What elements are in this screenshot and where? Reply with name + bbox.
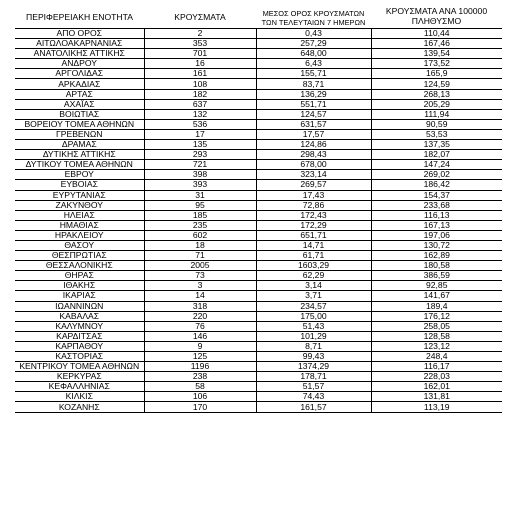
cases-cell: 602 xyxy=(144,230,256,240)
avg-7day-cell: 8,71 xyxy=(256,341,371,351)
cases-per-100k-cell: 90,59 xyxy=(371,119,502,129)
cases-cell: 220 xyxy=(144,311,256,321)
avg-7day-cell: 178,71 xyxy=(256,372,371,382)
avg-7day-cell: 175,00 xyxy=(256,311,371,321)
cases-per-100k-cell: 124,59 xyxy=(371,79,502,89)
avg-7day-cell: 51,57 xyxy=(256,382,371,392)
avg-7day-cell: 0,43 xyxy=(256,29,371,39)
cases-cell: 721 xyxy=(144,160,256,170)
region-cell: ΙΩΑΝΝΙΝΩΝ xyxy=(15,301,144,311)
table-row xyxy=(15,210,502,220)
cases-cell: 637 xyxy=(144,99,256,109)
cases-cell: 318 xyxy=(144,301,256,311)
avg-7day-cell: 161,57 xyxy=(256,402,371,412)
avg-7day-cell: 3,71 xyxy=(256,291,371,301)
cases-per-100k-cell: 173,52 xyxy=(371,59,502,69)
avg-7day-cell: 323,14 xyxy=(256,170,371,180)
table-row xyxy=(15,352,502,362)
table-row xyxy=(15,251,502,261)
avg-7day-cell: 648,00 xyxy=(256,49,371,59)
header-per100k-line1: ΚΡΟΥΣΜΑΤΑ ΑΝΑ 100000 xyxy=(385,6,488,16)
cases-per-100k-cell: 116,17 xyxy=(371,362,502,372)
avg-7day-cell: 17,57 xyxy=(256,129,371,139)
avg-7day-cell: 1603,29 xyxy=(256,261,371,271)
header-row xyxy=(15,6,502,29)
table-body xyxy=(15,29,502,413)
region-cell: ΑΡΚΑΔΙΑΣ xyxy=(15,79,144,89)
avg-7day-cell: 678,00 xyxy=(256,160,371,170)
avg-7day-cell: 74,43 xyxy=(256,392,371,402)
cases-cell: 353 xyxy=(144,39,256,49)
table-row xyxy=(15,372,502,382)
cases-per-100k-cell: 269,02 xyxy=(371,170,502,180)
table-row xyxy=(15,301,502,311)
avg-7day-cell: 124,57 xyxy=(256,109,371,119)
avg-7day-cell: 62,29 xyxy=(256,271,371,281)
cases-per-100k-cell: 205,29 xyxy=(371,99,502,109)
avg-7day-cell: 14,71 xyxy=(256,240,371,250)
table-row xyxy=(15,261,502,271)
cases-table xyxy=(15,6,502,413)
region-cell: ΑΡΤΑΣ xyxy=(15,89,144,99)
avg-7day-cell: 257,29 xyxy=(256,39,371,49)
region-cell: ΕΒΡΟΥ xyxy=(15,170,144,180)
table-header xyxy=(15,6,502,29)
table-row xyxy=(15,402,502,412)
table-row xyxy=(15,170,502,180)
cases-per-100k-cell: 128,58 xyxy=(371,331,502,341)
cases-cell: 135 xyxy=(144,140,256,150)
cases-cell: 132 xyxy=(144,109,256,119)
region-cell: ΑΠΟ ΟΡΟΣ xyxy=(15,29,144,39)
region-cell: ΒΟΡΕΙΟΥ ΤΟΜΕΑ ΑΘΗΝΩΝ xyxy=(15,119,144,129)
table-row xyxy=(15,220,502,230)
cases-cell: 1196 xyxy=(144,362,256,372)
cases-per-100k-cell: 154,37 xyxy=(371,190,502,200)
cases-cell: 293 xyxy=(144,150,256,160)
avg-7day-cell: 101,29 xyxy=(256,331,371,341)
region-cell: ΑΝΔΡΟΥ xyxy=(15,59,144,69)
table-row xyxy=(15,39,502,49)
cases-per-100k-cell: 180,58 xyxy=(371,261,502,271)
table-row xyxy=(15,271,502,281)
table-row xyxy=(15,99,502,109)
cases-cell: 393 xyxy=(144,180,256,190)
cases-cell: 3 xyxy=(144,281,256,291)
avg-7day-cell: 631,57 xyxy=(256,119,371,129)
avg-7day-cell: 136,29 xyxy=(256,89,371,99)
cases-per-100k-cell: 162,89 xyxy=(371,251,502,261)
avg-7day-cell: 61,71 xyxy=(256,251,371,261)
table-row xyxy=(15,160,502,170)
cases-cell: 76 xyxy=(144,321,256,331)
region-cell: ΘΗΡΑΣ xyxy=(15,271,144,281)
table-row xyxy=(15,140,502,150)
cases-cell: 71 xyxy=(144,251,256,261)
region-cell: ΑΙΤΩΛΟΑΚΑΡΝΑΝΙΑΣ xyxy=(15,39,144,49)
cases-per-100k-cell: 189,4 xyxy=(371,301,502,311)
cases-per-100k-cell: 258,05 xyxy=(371,321,502,331)
cases-cell: 170 xyxy=(144,402,256,412)
region-cell: ΘΑΣΟΥ xyxy=(15,240,144,250)
table-row xyxy=(15,331,502,341)
cases-cell: 235 xyxy=(144,220,256,230)
avg-7day-cell: 298,43 xyxy=(256,150,371,160)
region-cell: ΑΝΑΤΟΛΙΚΗΣ ΑΤΤΙΚΗΣ xyxy=(15,49,144,59)
region-cell: ΗΡΑΚΛΕΙΟΥ xyxy=(15,230,144,240)
cases-cell: 14 xyxy=(144,291,256,301)
region-cell: ΗΛΕΙΑΣ xyxy=(15,210,144,220)
table-row xyxy=(15,240,502,250)
cases-cell: 73 xyxy=(144,271,256,281)
cases-per-100k-cell: 111,94 xyxy=(371,109,502,119)
table-row xyxy=(15,69,502,79)
region-cell: ΘΕΣΠΡΩΤΙΑΣ xyxy=(15,251,144,261)
header-avg-line1: ΜΕΣΟΣ ΟΡΟΣ ΚΡΟΥΣΜΑΤΩΝ xyxy=(262,9,365,18)
cases-cell: 536 xyxy=(144,119,256,129)
table-row xyxy=(15,79,502,89)
header-cases: ΚΡΟΥΣΜΑΤΑ xyxy=(144,6,256,29)
cases-per-100k-cell: 139,54 xyxy=(371,49,502,59)
avg-7day-cell: 124,86 xyxy=(256,140,371,150)
region-cell: ΚΕΦΑΛΛΗΝΙΑΣ xyxy=(15,382,144,392)
avg-7day-cell: 72,86 xyxy=(256,200,371,210)
region-cell: ΚΕΡΚΥΡΑΣ xyxy=(15,372,144,382)
cases-cell: 161 xyxy=(144,69,256,79)
avg-7day-cell: 51,43 xyxy=(256,321,371,331)
cases-cell: 108 xyxy=(144,79,256,89)
table-row xyxy=(15,150,502,160)
cases-per-100k-cell: 113,19 xyxy=(371,402,502,412)
region-cell: ΚΟΖΑΝΗΣ xyxy=(15,402,144,412)
region-cell: ΑΡΓΟΛΙΔΑΣ xyxy=(15,69,144,79)
table-row xyxy=(15,129,502,139)
cases-per-100k-cell: 110,44 xyxy=(371,29,502,39)
table-row xyxy=(15,362,502,372)
region-cell: ΕΥΒΟΙΑΣ xyxy=(15,180,144,190)
avg-7day-cell: 6,43 xyxy=(256,59,371,69)
table-row xyxy=(15,341,502,351)
avg-7day-cell: 1374,29 xyxy=(256,362,371,372)
region-cell: ΚΑΛΥΜΝΟΥ xyxy=(15,321,144,331)
table-row xyxy=(15,89,502,99)
cases-cell: 398 xyxy=(144,170,256,180)
table-row xyxy=(15,392,502,402)
cases-per-100k-cell: 92,85 xyxy=(371,281,502,291)
region-cell: ΕΥΡΥΤΑΝΙΑΣ xyxy=(15,190,144,200)
cases-cell: 2 xyxy=(144,29,256,39)
cases-cell: 146 xyxy=(144,331,256,341)
cases-per-100k-cell: 137,35 xyxy=(371,140,502,150)
region-cell: ΗΜΑΘΙΑΣ xyxy=(15,220,144,230)
table-row xyxy=(15,311,502,321)
table-row xyxy=(15,291,502,301)
avg-7day-cell: 234,57 xyxy=(256,301,371,311)
avg-7day-cell: 172,29 xyxy=(256,220,371,230)
avg-7day-cell: 155,71 xyxy=(256,69,371,79)
region-cell: ΚΑΡΠΑΘΟΥ xyxy=(15,341,144,351)
region-cell: ΖΑΚΥΝΘΟΥ xyxy=(15,200,144,210)
cases-per-100k-cell: 131,81 xyxy=(371,392,502,402)
table-row xyxy=(15,109,502,119)
avg-7day-cell: 17,43 xyxy=(256,190,371,200)
region-cell: ΑΧΑΪΑΣ xyxy=(15,99,144,109)
table-row xyxy=(15,190,502,200)
cases-per-100k-cell: 268,13 xyxy=(371,89,502,99)
region-cell: ΚΙΛΚΙΣ xyxy=(15,392,144,402)
avg-7day-cell: 99,43 xyxy=(256,352,371,362)
header-region: ΠΕΡΙΦΕΡΕΙΑΚΗ ΕΝΟΤΗΤΑ xyxy=(15,6,144,29)
table-row xyxy=(15,382,502,392)
region-cell: ΔΥΤΙΚΟΥ ΤΟΜΕΑ ΑΘΗΝΩΝ xyxy=(15,160,144,170)
region-cell: ΘΕΣΣΑΛΟΝΙΚΗΣ xyxy=(15,261,144,271)
table-row xyxy=(15,29,502,39)
header-avg-line2: ΤΩΝ ΤΕΛΕΥΤΑΙΩΝ 7 ΗΜΕΡΩΝ xyxy=(261,18,366,27)
avg-7day-cell: 551,71 xyxy=(256,99,371,109)
region-cell: ΚΑΡΔΙΤΣΑΣ xyxy=(15,331,144,341)
region-cell: ΔΥΤΙΚΗΣ ΑΤΤΙΚΗΣ xyxy=(15,150,144,160)
cases-per-100k-cell: 123,12 xyxy=(371,341,502,351)
cases-cell: 31 xyxy=(144,190,256,200)
cases-cell: 95 xyxy=(144,200,256,210)
cases-per-100k-cell: 386,59 xyxy=(371,271,502,281)
cases-cell: 9 xyxy=(144,341,256,351)
region-cell: ΒΟΙΩΤΙΑΣ xyxy=(15,109,144,119)
cases-per-100k-cell: 182,07 xyxy=(371,150,502,160)
cases-cell: 106 xyxy=(144,392,256,402)
cases-per-100k-cell: 228,03 xyxy=(371,372,502,382)
table-row xyxy=(15,230,502,240)
cases-cell: 2005 xyxy=(144,261,256,271)
region-cell: ΙΘΑΚΗΣ xyxy=(15,281,144,291)
avg-7day-cell: 172,43 xyxy=(256,210,371,220)
table-row xyxy=(15,119,502,129)
table-row xyxy=(15,49,502,59)
cases-cell: 58 xyxy=(144,382,256,392)
cases-per-100k-cell: 176,12 xyxy=(371,311,502,321)
cases-cell: 182 xyxy=(144,89,256,99)
region-cell: ΚΑΒΑΛΑΣ xyxy=(15,311,144,321)
cases-per-100k-cell: 162,01 xyxy=(371,382,502,392)
cases-per-100k-cell: 197,06 xyxy=(371,230,502,240)
cases-cell: 18 xyxy=(144,240,256,250)
cases-cell: 701 xyxy=(144,49,256,59)
region-cell: ΚΕΝΤΡΙΚΟΥ ΤΟΜΕΑ ΑΘΗΝΩΝ xyxy=(15,362,144,372)
table-row xyxy=(15,59,502,69)
cases-cell: 185 xyxy=(144,210,256,220)
cases-cell: 16 xyxy=(144,59,256,69)
cases-per-100k-cell: 147,24 xyxy=(371,160,502,170)
table-row xyxy=(15,180,502,190)
region-cell: ΚΑΣΤΟΡΙΑΣ xyxy=(15,352,144,362)
cases-per-100k-cell: 167,13 xyxy=(371,220,502,230)
region-cell: ΙΚΑΡΙΑΣ xyxy=(15,291,144,301)
avg-7day-cell: 651,71 xyxy=(256,230,371,240)
header-avg-7day xyxy=(256,6,371,29)
header-cases-per-100k xyxy=(371,6,502,29)
cases-per-100k-cell: 53,53 xyxy=(371,129,502,139)
avg-7day-cell: 83,71 xyxy=(256,79,371,89)
region-cell: ΔΡΑΜΑΣ xyxy=(15,140,144,150)
header-per100k-line2: ΠΛΗΘΥΣΜΟ xyxy=(411,16,462,26)
cases-per-100k-cell: 233,68 xyxy=(371,200,502,210)
cases-per-100k-cell: 165,9 xyxy=(371,69,502,79)
cases-per-100k-cell: 116,13 xyxy=(371,210,502,220)
table-row xyxy=(15,321,502,331)
cases-cell: 17 xyxy=(144,129,256,139)
avg-7day-cell: 269,57 xyxy=(256,180,371,190)
avg-7day-cell: 3,14 xyxy=(256,281,371,291)
table-row xyxy=(15,281,502,291)
cases-per-100k-cell: 130,72 xyxy=(371,240,502,250)
table-row xyxy=(15,200,502,210)
cases-per-100k-cell: 248,4 xyxy=(371,352,502,362)
region-cell: ΓΡΕΒΕΝΩΝ xyxy=(15,129,144,139)
cases-per-100k-cell: 186,42 xyxy=(371,180,502,190)
cases-cell: 125 xyxy=(144,352,256,362)
cases-per-100k-cell: 141,67 xyxy=(371,291,502,301)
cases-per-100k-cell: 167,46 xyxy=(371,39,502,49)
cases-cell: 238 xyxy=(144,372,256,382)
